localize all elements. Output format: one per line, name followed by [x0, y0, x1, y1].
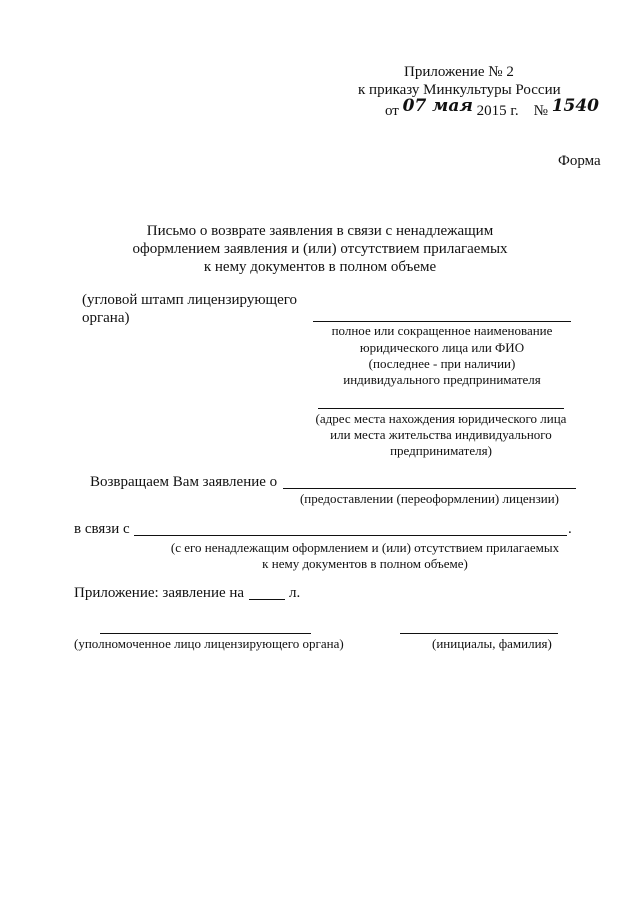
recipient-name-caption-2: юридического лица или ФИО — [359, 340, 525, 355]
reason-period: . — [568, 521, 572, 537]
official-signature-line — [100, 633, 311, 634]
date-year: 2015 г. — [476, 103, 519, 119]
number-label: № — [533, 103, 548, 119]
order-reference: к приказу Минкультуры России — [358, 82, 561, 98]
reason-line — [134, 535, 567, 536]
handwritten-date: 07 мая — [402, 96, 473, 116]
recipient-address-caption-3: предпринимателя) — [390, 443, 492, 458]
return-statement: Возвращаем Вам заявление о — [90, 474, 278, 490]
title-line-1: Письмо о возврате заявления в связи с ненадлежащим — [146, 223, 494, 239]
title-line-3: к нему документов в полном объеме — [203, 259, 437, 275]
reason-caption-2: к нему документов в полном объеме) — [262, 556, 468, 571]
name-caption: (инициалы, фамилия) — [432, 636, 552, 651]
return-statement-caption: (предоставлении (переоформлении) лицензии) — [299, 491, 560, 506]
recipient-name-caption-3: (последнее - при наличии) — [368, 356, 516, 371]
stamp-caption-line-2: органа) — [82, 310, 130, 326]
recipient-address-caption-2: или места жительства индивидуального — [330, 427, 552, 442]
recipient-name-line — [313, 321, 571, 322]
attachment-label: Приложение: заявление на — [74, 585, 245, 601]
attachment-unit: л. — [289, 585, 301, 601]
date-prefix: от — [385, 103, 399, 119]
reason-caption-1: (с его ненадлежащим оформлением и (или) отсутствием прилагаемых — [170, 540, 560, 555]
recipient-name-caption-4: индивидуального предпринимателя — [343, 372, 541, 387]
attachment-pages-line — [249, 599, 285, 600]
stamp-caption-line-1: (угловой штамп лицензирующего — [82, 292, 298, 308]
title-line-2: оформлением заявления и (или) отсутствием прилагаемых — [132, 241, 508, 257]
recipient-name-caption-1: полное или сокращенное наименование — [331, 323, 553, 338]
appendix-number: Приложение № 2 — [404, 64, 514, 80]
handwritten-number: 1540 — [551, 96, 600, 116]
recipient-address-line — [318, 408, 564, 409]
return-statement-line — [283, 488, 576, 489]
form-label: Форма — [558, 153, 601, 169]
reason-label: в связи с — [74, 521, 130, 537]
recipient-address-caption-1: (адрес места нахождения юридического лица — [315, 411, 567, 426]
order-date-line — [385, 96, 600, 120]
name-signature-line — [400, 633, 558, 634]
official-caption: (уполномоченное лицо лицензирующего органа) — [74, 636, 344, 651]
